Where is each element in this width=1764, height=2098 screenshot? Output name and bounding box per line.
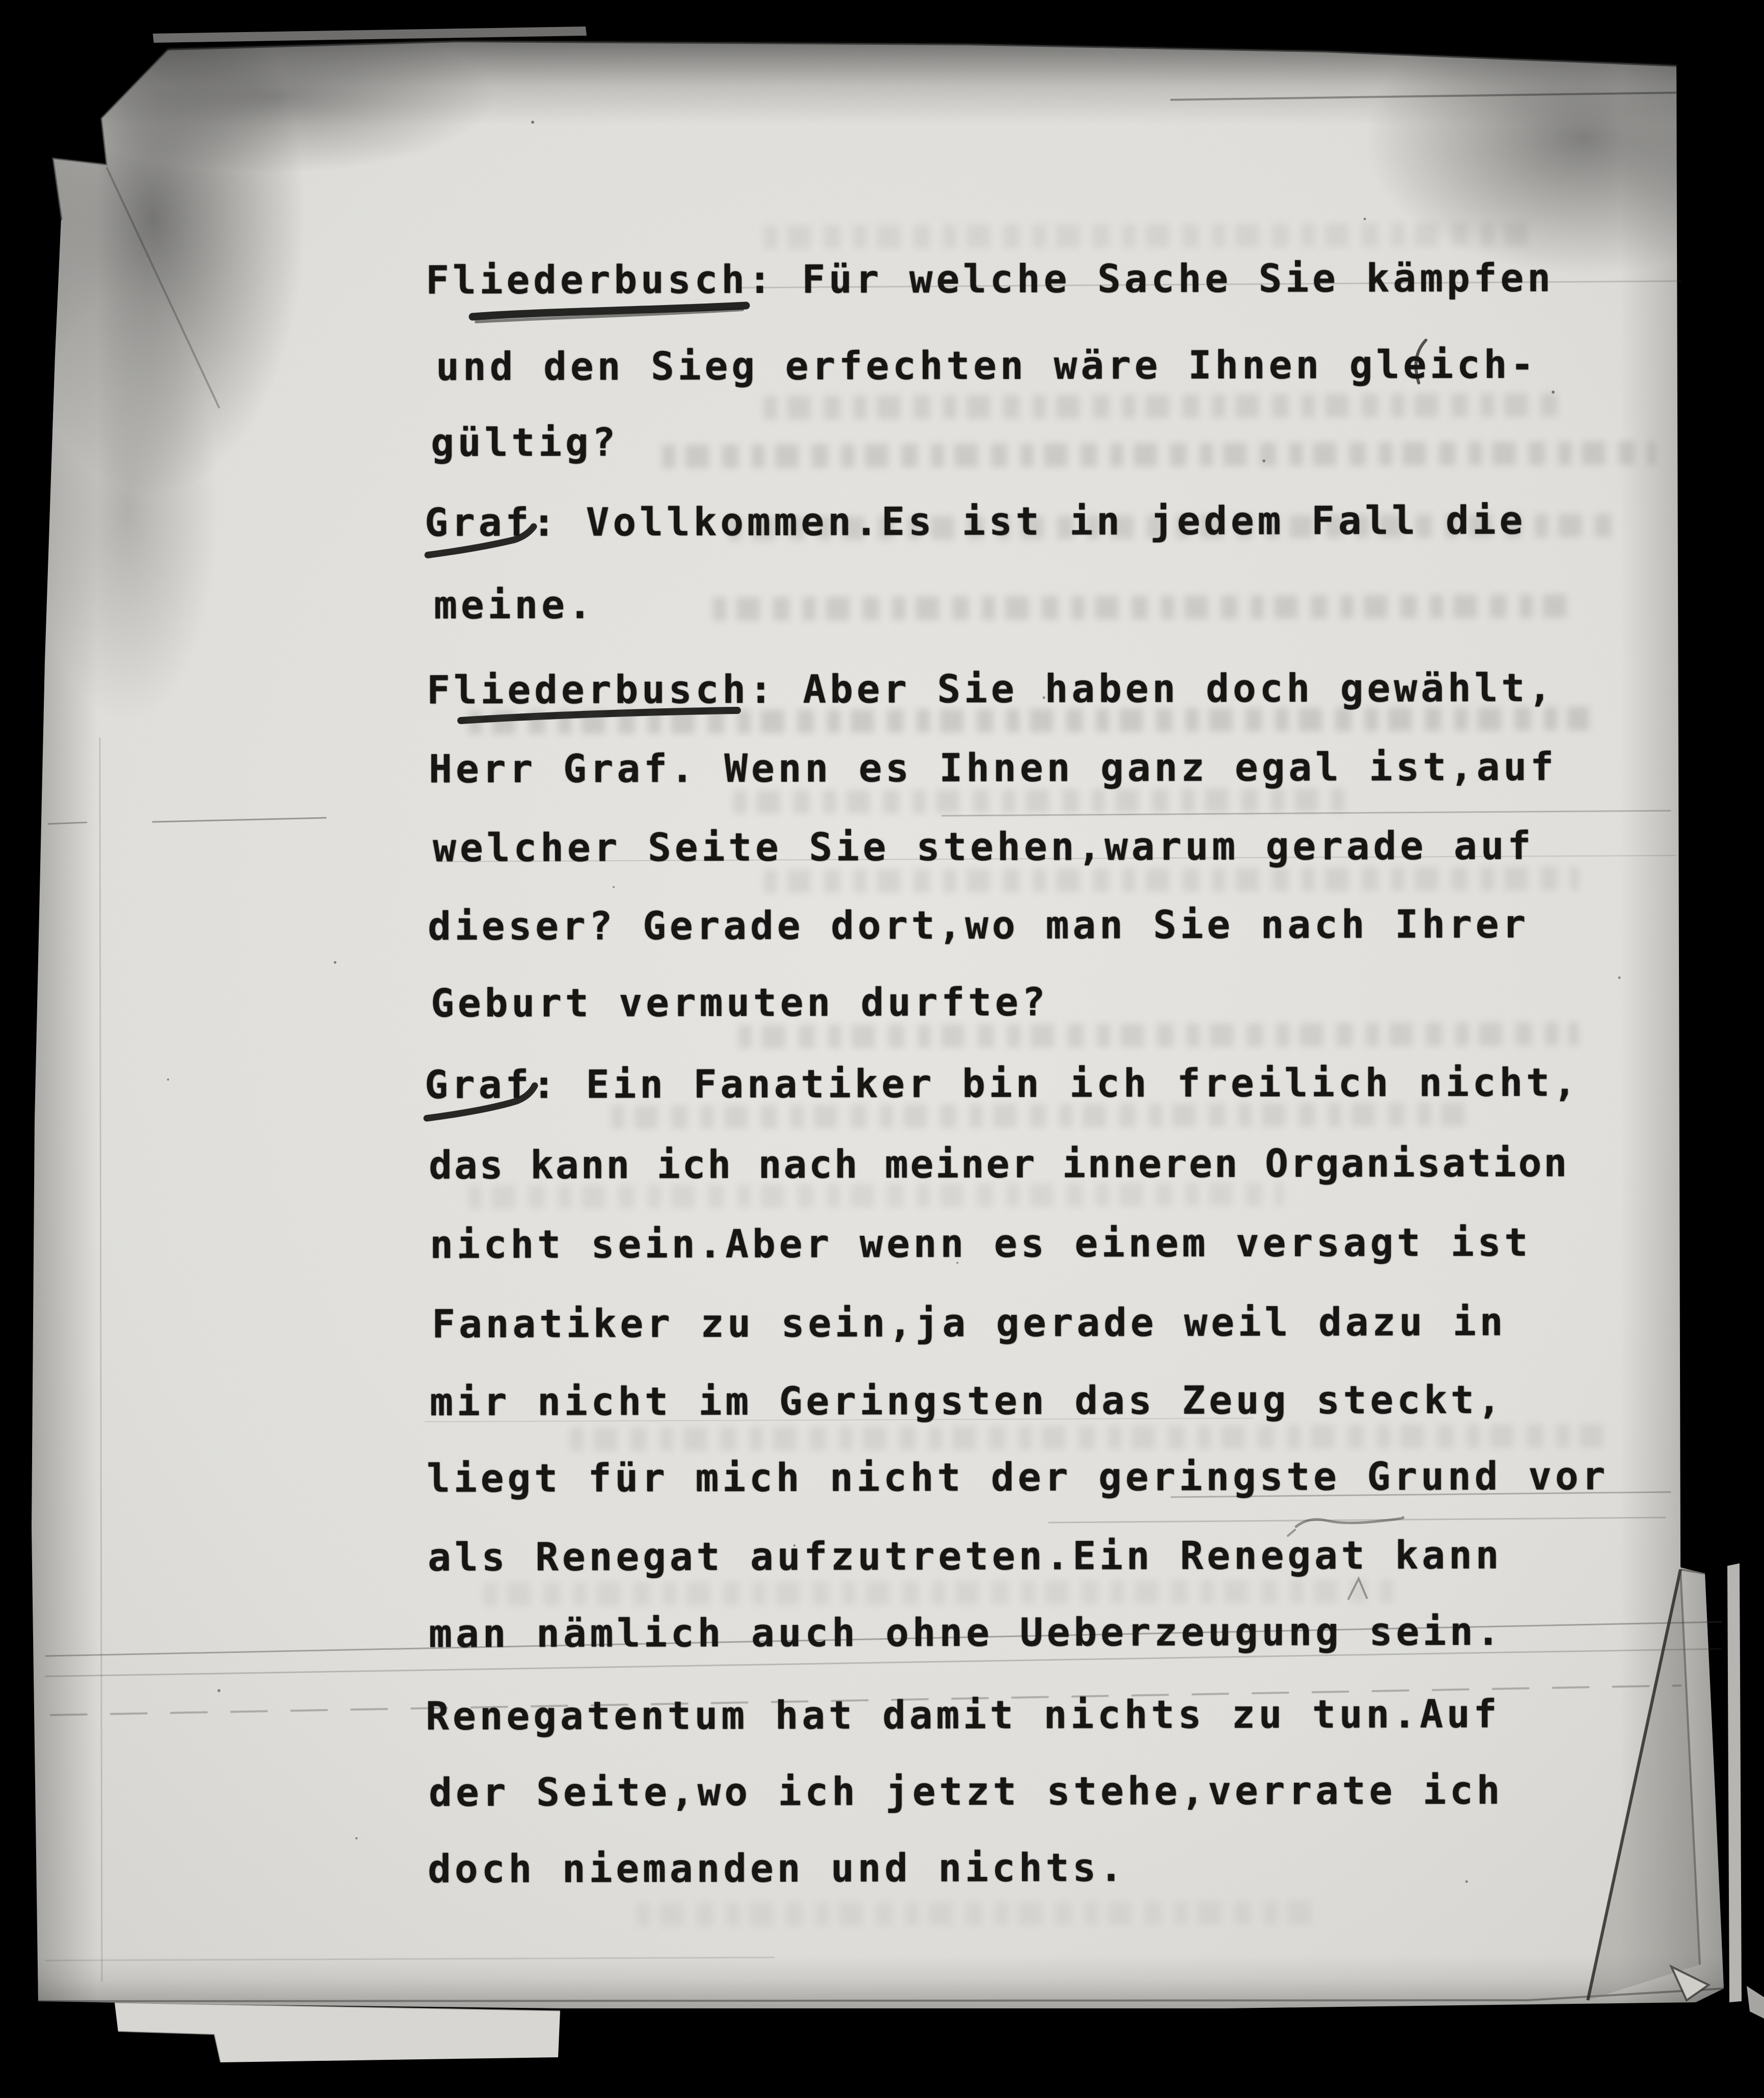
typed-line: Fliederbusch: Aber Sie haben doch gewählt, <box>426 665 1555 713</box>
typed-line: Fliederbusch: Für welche Sache Sie kämpfen <box>425 255 1554 303</box>
typed-line: der Seite,wo ich jetzt stehe,verrate ich <box>428 1767 1504 1815</box>
typed-line: Graf: Ein Fanatiker bin ich freilich nicht, <box>424 1059 1580 1108</box>
typed-line: gültig? <box>430 419 619 465</box>
typed-line: das kann ich nach meiner inneren Organisation <box>428 1140 1569 1188</box>
typed-line: Renegatentum hat damit nichts zu tun.Auf <box>425 1691 1501 1739</box>
typed-line: als Renegat aufzutreten.Ein Renegat kann <box>427 1532 1503 1580</box>
typed-line: liegt für mich nicht der geringste Grund vor <box>426 1453 1609 1501</box>
typed-line: doch niemanden und nichts. <box>427 1844 1126 1892</box>
typed-line: Herr Graf. Wenn es Ihnen ganz egal ist,auf <box>428 743 1557 792</box>
typed-line: man nämlich auch ohne Ueberzeugung sein. <box>428 1608 1504 1657</box>
typed-line: meine. <box>433 582 595 628</box>
typed-line: welcher Seite Sie stehen,warum gerade auf <box>432 822 1535 871</box>
typed-line: und den Sieg erfechten wäre Ihnen gleich- <box>435 341 1538 390</box>
typed-line: nicht sein.Aber wenn es einem versagt ist <box>429 1219 1532 1267</box>
typed-line: Geburt vermuten durfte? <box>430 979 1049 1026</box>
typed-line: dieser? Gerade dort,wo man Sie nach Ihrer <box>427 901 1530 949</box>
typed-line: mir nicht im Geringsten das Zeug steckt, <box>429 1376 1505 1425</box>
typed-line: Fanatiker zu sein,ja gerade weil dazu in <box>431 1299 1507 1347</box>
typed-line: Graf: Vollkommen.Es ist in jedem Fall die <box>424 497 1527 545</box>
